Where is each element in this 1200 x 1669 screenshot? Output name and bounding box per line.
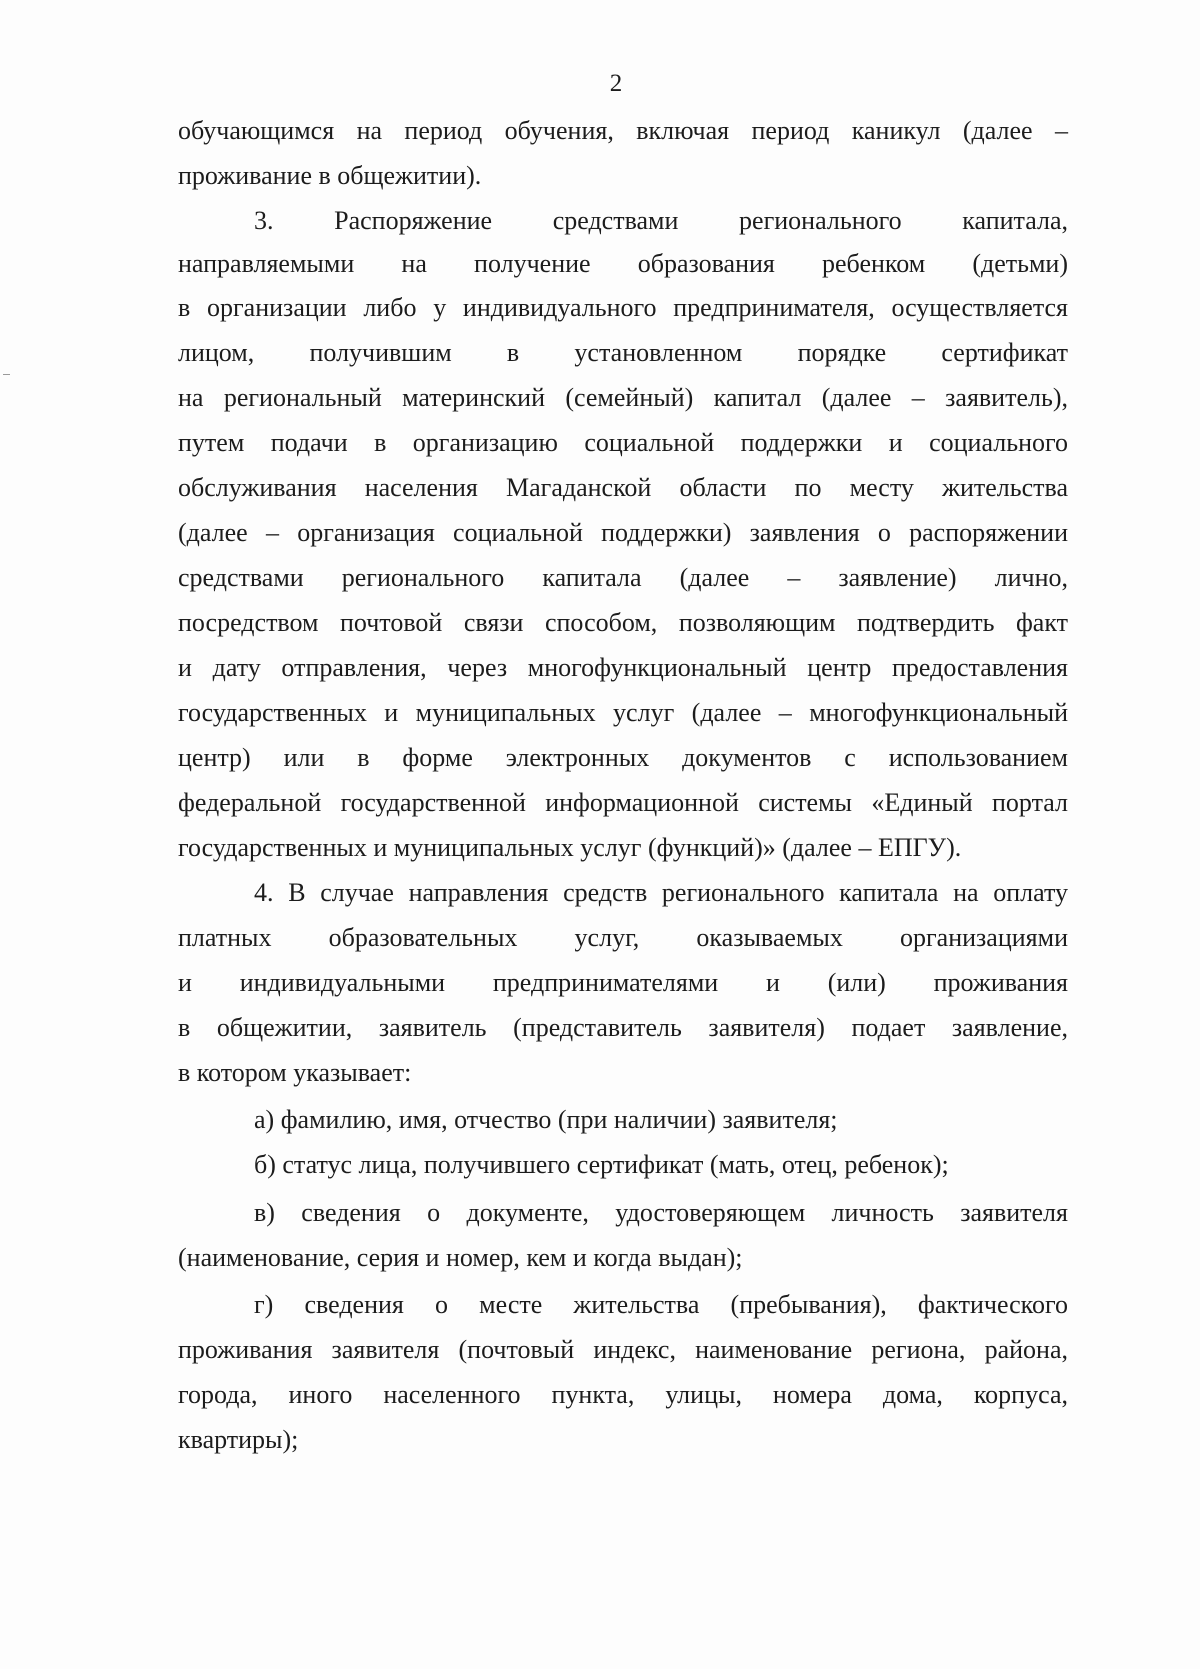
text-line: в общежитии, заявитель (представитель заявителя) подает заявление, xyxy=(178,1013,1068,1042)
text-line: лицом, получившим в установленном порядке сертификат xyxy=(178,338,1068,367)
text-line: государственных и муниципальных услуг (функций)» (далее – ЕПГУ). xyxy=(178,833,962,862)
text-line: г) сведения о месте жительства (пребывания), фактического xyxy=(254,1290,1068,1319)
text-line: б) статус лица, получившего сертификат (мать, отец, ребенок); xyxy=(254,1150,949,1179)
text-line: на региональный материнский (семейный) капитал (далее – заявитель), xyxy=(178,383,1068,412)
page-number: 2 xyxy=(609,70,623,97)
text-line: в котором указывает: xyxy=(178,1058,412,1087)
text-line: 4. В случае направления средств регионального капитала на оплату xyxy=(254,878,1068,907)
text-line: государственных и муниципальных услуг (далее – многофункциональный xyxy=(178,698,1068,727)
text-line: и дату отправления, через многофункциональный центр предоставления xyxy=(178,653,1068,682)
text-line: (наименование, серия и номер, кем и когда выдан); xyxy=(178,1243,743,1272)
text-line: в) сведения о документе, удостоверяющем личность заявителя xyxy=(254,1198,1068,1227)
text-line: города, иного населенного пункта, улицы, номера дома, корпуса, xyxy=(178,1380,1068,1409)
text-line: в организации либо у индивидуального предпринимателя, осуществляется xyxy=(178,293,1068,322)
text-line: и индивидуальными предпринимателями и (или) проживания xyxy=(178,968,1068,997)
text-line: обслуживания населения Магаданской области по месту жительства xyxy=(178,473,1068,502)
text-line: а) фамилию, имя, отчество (при наличии) заявителя; xyxy=(254,1105,838,1134)
text-line: средствами регионального капитала (далее – заявление) лично, xyxy=(178,563,1068,592)
text-line: проживание в общежитии). xyxy=(178,161,482,190)
text-line: обучающимся на период обучения, включая период каникул (далее – xyxy=(178,116,1068,145)
text-line: (далее – организация социальной поддержки) заявления о распоряжении xyxy=(178,518,1068,547)
text-line: 3. Распоряжение средствами регионального капитала, xyxy=(254,206,1068,235)
text-line: квартиры); xyxy=(178,1425,299,1454)
margin-mark xyxy=(3,374,10,375)
text-line: федеральной государственной информационной системы «Единый портал xyxy=(178,788,1068,817)
text-line: направляемыми на получение образования ребенком (детьми) xyxy=(178,249,1068,278)
text-line: платных образовательных услуг, оказываемых организациями xyxy=(178,923,1068,952)
text-line: проживания заявителя (почтовый индекс, наименование региона, района, xyxy=(178,1335,1068,1364)
text-line: путем подачи в организацию социальной поддержки и социального xyxy=(178,428,1068,457)
text-line: посредством почтовой связи способом, позволяющим подтвердить факт xyxy=(178,608,1068,637)
text-line: центр) или в форме электронных документов с использованием xyxy=(178,743,1068,772)
